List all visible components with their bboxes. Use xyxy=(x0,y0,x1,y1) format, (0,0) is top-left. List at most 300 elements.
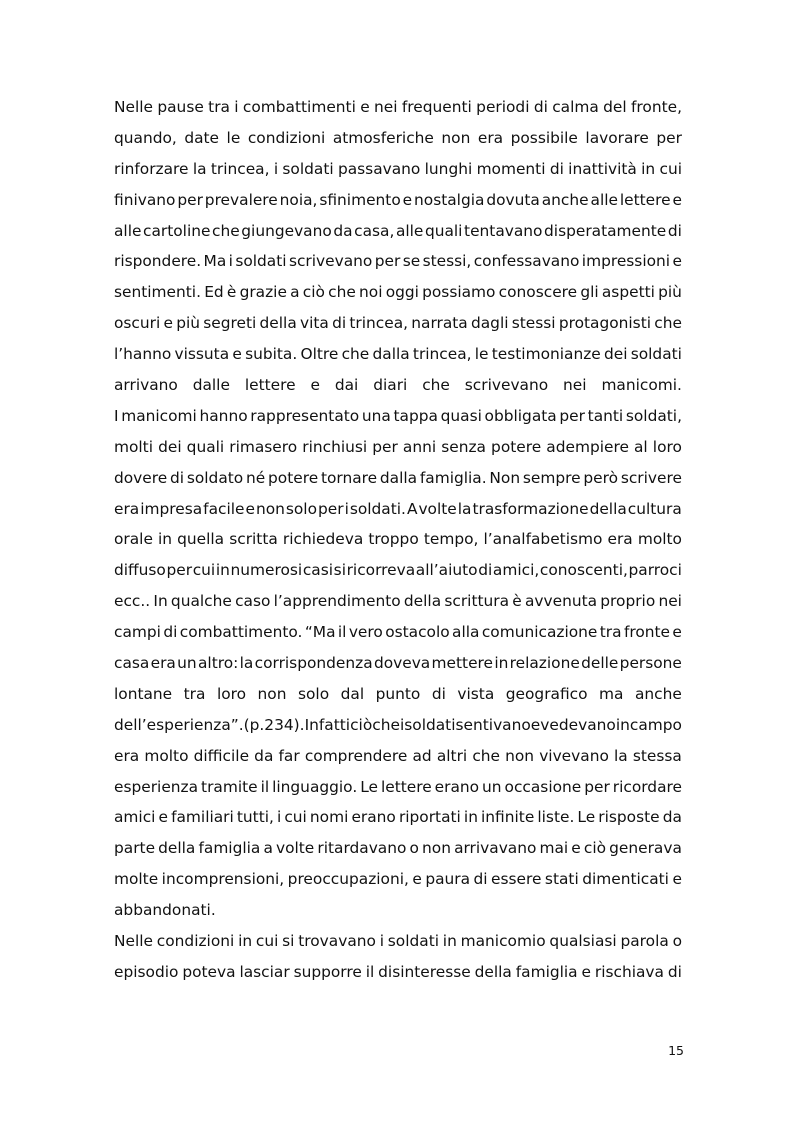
word: nei xyxy=(374,98,398,116)
word: casa xyxy=(114,654,150,673)
word: protagonisti xyxy=(558,314,651,333)
word: orale xyxy=(114,530,153,549)
text-line xyxy=(114,802,682,833)
word: calma xyxy=(552,98,599,116)
word: Oltre xyxy=(300,345,339,364)
word: richiedeva xyxy=(282,530,364,549)
word: corrispondenza xyxy=(254,654,373,673)
word: se xyxy=(402,252,421,271)
text-line xyxy=(114,277,682,308)
word: non xyxy=(257,684,287,703)
word: famiglia xyxy=(515,962,578,981)
word: che xyxy=(654,314,682,333)
word: occasione xyxy=(504,777,582,796)
word: difficile xyxy=(193,746,250,765)
word: la xyxy=(613,746,628,765)
word: solo xyxy=(297,684,330,703)
word: e xyxy=(232,345,242,364)
word: di xyxy=(667,962,682,981)
word: nei xyxy=(658,592,682,611)
word: dagli xyxy=(470,314,509,333)
text-line xyxy=(114,957,682,988)
word: abbandonati. xyxy=(114,901,216,920)
word: arrivano xyxy=(114,376,178,395)
word: amici xyxy=(114,808,156,827)
word: non xyxy=(505,746,535,765)
word: frequenti xyxy=(401,98,472,116)
text-line xyxy=(114,123,682,154)
word: era xyxy=(114,746,140,765)
word: ciò xyxy=(583,839,607,858)
word: di xyxy=(667,221,682,240)
word: relazione xyxy=(509,654,580,673)
word: soldati. xyxy=(349,499,406,518)
word: condizioni xyxy=(156,932,235,951)
word: a xyxy=(263,839,273,858)
word: noia, xyxy=(279,190,318,209)
word: oggi xyxy=(385,283,419,302)
word: per xyxy=(372,437,398,456)
word: diari xyxy=(373,376,408,395)
word: trincea, xyxy=(412,345,472,364)
word: nomi xyxy=(309,808,349,827)
word: e xyxy=(360,98,370,116)
word: doveva xyxy=(373,654,431,673)
word: era xyxy=(477,128,504,147)
word: senza xyxy=(441,437,486,456)
word: ecc.. xyxy=(114,592,151,611)
word: che xyxy=(212,221,240,240)
word: trincea, xyxy=(349,314,409,333)
word: anni xyxy=(402,437,437,456)
text-line xyxy=(114,463,682,494)
word: poteva xyxy=(182,962,236,981)
word: in xyxy=(442,932,457,951)
word: soldati xyxy=(235,252,287,271)
word: I xyxy=(114,406,119,425)
word: vista xyxy=(457,684,495,703)
word: casi xyxy=(302,561,334,580)
word: narrata xyxy=(411,314,468,333)
word: parola xyxy=(620,932,669,951)
word: loro xyxy=(652,437,682,456)
word: tramite xyxy=(201,777,258,796)
word: loro xyxy=(216,684,247,703)
word: si xyxy=(333,561,346,580)
word: confessavano xyxy=(473,252,580,271)
word: grazie xyxy=(239,283,287,302)
word: disinteresse xyxy=(378,962,471,981)
text-line xyxy=(114,833,682,864)
word: finivano xyxy=(114,190,176,209)
word: in xyxy=(494,654,509,673)
word: segreti xyxy=(203,314,257,333)
word: preoccupazioni, xyxy=(287,870,409,889)
word: tra xyxy=(599,623,622,642)
word: è xyxy=(226,283,237,302)
word: o xyxy=(409,839,419,858)
word: passavano xyxy=(337,159,421,178)
word: in xyxy=(215,561,230,580)
word: lettere xyxy=(380,777,432,796)
word: dei xyxy=(158,437,182,456)
word: vedevano xyxy=(540,715,616,734)
word: nei xyxy=(563,376,587,395)
word: Ed xyxy=(204,283,224,302)
word: soldati, xyxy=(625,406,682,425)
word: i xyxy=(276,808,282,827)
word: Le xyxy=(360,777,378,796)
word: e xyxy=(163,314,173,333)
text-line xyxy=(114,741,682,772)
word: famiglia. xyxy=(419,468,487,487)
word: qualsiasi xyxy=(549,932,617,951)
word: ciò xyxy=(350,715,373,734)
word: dal xyxy=(340,684,365,703)
word: caso xyxy=(235,592,271,611)
word: trovavano xyxy=(298,932,376,951)
word: che xyxy=(472,746,500,765)
word: i xyxy=(234,98,239,116)
word: i xyxy=(379,932,384,951)
word: volte xyxy=(275,839,315,858)
text-line xyxy=(114,216,682,247)
word: per xyxy=(318,499,344,518)
word: dalla xyxy=(379,468,418,487)
word: che xyxy=(341,345,370,364)
word: paura xyxy=(425,870,471,889)
word: e xyxy=(158,808,168,827)
word: quella xyxy=(177,530,225,549)
word: da xyxy=(254,746,274,765)
word: i xyxy=(273,159,279,178)
word: però xyxy=(583,468,619,487)
word: numerosi xyxy=(230,561,303,580)
word: alle xyxy=(114,221,142,240)
word: soldati xyxy=(387,932,440,951)
text-line xyxy=(114,524,682,555)
word: da xyxy=(662,808,682,827)
word: sentimenti. xyxy=(114,283,201,302)
word: alla xyxy=(452,623,480,642)
word: manicomi. xyxy=(601,376,682,395)
word: lunghi xyxy=(424,159,473,178)
word: che xyxy=(328,283,356,302)
word: vivevano xyxy=(539,746,609,765)
word: e xyxy=(672,870,682,889)
word: è xyxy=(512,592,522,611)
word: cultura xyxy=(627,499,682,518)
word: più xyxy=(658,283,682,302)
word: conoscere xyxy=(498,283,578,302)
word: Nelle xyxy=(114,932,154,951)
word: scrivere xyxy=(620,468,682,487)
word: era xyxy=(607,530,633,549)
text-line xyxy=(114,555,682,586)
word: per xyxy=(374,252,401,271)
word: familiari xyxy=(171,808,234,827)
body-text xyxy=(114,92,682,988)
word: scrivevano xyxy=(288,252,373,271)
word: periodi xyxy=(476,98,530,116)
word: e xyxy=(672,623,682,642)
word: rispondere. xyxy=(114,252,202,271)
word: fronte, xyxy=(631,98,682,116)
word: al xyxy=(634,437,648,456)
word: giungevano xyxy=(241,221,332,240)
word: non xyxy=(422,839,451,858)
word: della xyxy=(158,839,196,858)
word: i xyxy=(344,499,349,518)
word: scrivevano xyxy=(464,376,549,395)
word: all’aiuto xyxy=(415,561,478,580)
word: non xyxy=(255,499,285,518)
word: si xyxy=(282,932,295,951)
word: né xyxy=(246,468,266,487)
word: sentivano xyxy=(455,715,531,734)
word: impressioni xyxy=(581,252,671,271)
word: potere xyxy=(491,437,542,456)
word: comprendere xyxy=(304,746,408,765)
word: molte xyxy=(114,870,159,889)
word: e xyxy=(310,376,320,395)
word: cartoline xyxy=(143,221,211,240)
word: manicomio xyxy=(460,932,546,951)
word: inattività xyxy=(568,159,637,178)
word: riportati xyxy=(398,808,461,827)
word: era xyxy=(150,654,176,673)
word: o xyxy=(672,932,682,951)
word: lettere xyxy=(244,376,296,395)
word: di xyxy=(431,684,446,703)
word: impresa xyxy=(140,499,203,518)
text-line xyxy=(114,710,682,741)
word: molto xyxy=(144,746,189,765)
word: e xyxy=(672,252,682,271)
word: più xyxy=(176,314,201,333)
word: il xyxy=(365,962,375,981)
word: e xyxy=(402,190,413,209)
word: persone xyxy=(619,654,682,673)
word: far xyxy=(278,746,300,765)
word: mai xyxy=(539,839,569,858)
word: ma xyxy=(599,684,624,703)
word: noi xyxy=(359,283,383,302)
word: disperatamente xyxy=(544,221,667,240)
word: stessi xyxy=(511,314,556,333)
word: conoscenti, xyxy=(539,561,628,580)
word: “Ma xyxy=(304,623,336,642)
word: manicomi xyxy=(121,406,197,425)
word: possiamo xyxy=(422,283,496,302)
word: per xyxy=(656,128,682,147)
word: potere xyxy=(268,468,319,487)
word: ricorreva xyxy=(346,561,416,580)
word: solo xyxy=(285,499,318,518)
text-line xyxy=(114,926,682,957)
word: dell’esperienza”.(p.234). xyxy=(114,715,305,734)
word: oscuri xyxy=(114,314,161,333)
word: altri xyxy=(436,746,468,765)
word: ciò xyxy=(302,283,325,302)
word: subita. xyxy=(245,345,298,364)
word: cui xyxy=(192,561,216,580)
word: supporre xyxy=(293,962,362,981)
word: vita xyxy=(300,314,329,333)
word: mettere xyxy=(431,654,494,673)
word: tra xyxy=(183,684,206,703)
word: campo xyxy=(629,715,682,734)
word: molto xyxy=(637,530,682,549)
word: soldati xyxy=(282,159,334,178)
word: gli xyxy=(580,283,599,302)
word: trasformazione xyxy=(472,499,589,518)
word: una xyxy=(361,406,391,425)
word: Infatti xyxy=(304,715,351,734)
word: tutti, xyxy=(236,808,274,827)
word: lontane xyxy=(114,684,173,703)
text-line xyxy=(114,246,682,277)
text-line xyxy=(114,586,682,617)
word: risposte xyxy=(598,808,660,827)
word: quando, xyxy=(114,128,177,147)
word: ricordare xyxy=(612,777,682,796)
word: ad xyxy=(412,746,432,765)
word: in xyxy=(641,159,656,178)
word: il xyxy=(260,777,270,796)
word: tornare xyxy=(320,468,378,487)
word: date xyxy=(184,128,220,147)
word: le xyxy=(226,128,241,147)
word: il xyxy=(337,623,347,642)
word: tappa xyxy=(393,406,438,425)
word: rischiava xyxy=(594,962,664,981)
word: anche xyxy=(541,190,589,209)
word: anche xyxy=(634,684,682,703)
word: campi xyxy=(114,623,161,642)
word: generava xyxy=(609,839,682,858)
word: e xyxy=(571,839,581,858)
word: di xyxy=(549,159,564,178)
word: cui xyxy=(659,159,682,178)
word: alle xyxy=(395,221,424,240)
word: stessi, xyxy=(422,252,472,271)
page-number: 15 xyxy=(668,1043,684,1058)
word: amici, xyxy=(492,561,540,580)
text-line xyxy=(114,772,682,803)
text-line xyxy=(114,864,682,895)
word: in xyxy=(158,530,173,549)
word: i xyxy=(399,715,405,734)
word: per xyxy=(166,561,193,580)
text-line xyxy=(114,895,682,926)
word: atmosferiche xyxy=(332,128,434,147)
word: erano xyxy=(434,777,480,796)
word: della xyxy=(259,314,297,333)
word: volte xyxy=(418,499,457,518)
word: Non xyxy=(489,468,521,487)
word: da xyxy=(333,221,353,240)
word: e xyxy=(412,870,422,889)
text-line xyxy=(114,648,682,679)
word: soldati xyxy=(630,345,682,364)
word: in xyxy=(238,932,253,951)
text-line xyxy=(114,154,682,185)
text-line xyxy=(114,494,682,525)
word: diffuso xyxy=(114,561,166,580)
word: possibile xyxy=(510,128,578,147)
word: le xyxy=(474,345,489,364)
word: altro: xyxy=(197,654,239,673)
word: la xyxy=(192,159,207,178)
word: incomprensioni, xyxy=(161,870,285,889)
text-line xyxy=(114,185,682,216)
word: l’analfabetismo xyxy=(483,530,603,549)
word: parte xyxy=(114,839,156,858)
word: di xyxy=(332,314,347,333)
word: lettere xyxy=(619,190,671,209)
word: tanti xyxy=(587,406,624,425)
word: episodio xyxy=(114,962,179,981)
word: di xyxy=(473,870,488,889)
word: quasi xyxy=(440,406,482,425)
word: erano xyxy=(351,808,396,827)
word: Ma xyxy=(203,252,227,271)
word: per xyxy=(177,190,203,209)
word: ritardavano xyxy=(317,839,407,858)
word: di xyxy=(163,623,178,642)
word: la xyxy=(239,654,254,673)
word: testimonianze xyxy=(491,345,601,364)
word: in xyxy=(463,808,478,827)
word: geografico xyxy=(505,684,588,703)
word: infinite xyxy=(481,808,535,827)
word: in xyxy=(615,715,630,734)
word: combattimenti xyxy=(242,98,356,116)
word: tentavano xyxy=(464,221,543,240)
word: A xyxy=(406,499,418,518)
text-line xyxy=(114,339,682,370)
word: della xyxy=(474,962,512,981)
text-line xyxy=(114,308,682,339)
word: combattimento. xyxy=(179,623,303,642)
word: pause xyxy=(157,98,204,116)
word: scritta xyxy=(229,530,278,549)
word: l’apprendimento xyxy=(273,592,401,611)
word: dei xyxy=(603,345,628,364)
word: rimasero xyxy=(229,437,298,456)
word: rappresentato xyxy=(250,406,360,425)
word: dalla xyxy=(372,345,410,364)
word: della xyxy=(403,592,442,611)
word: ostacolo xyxy=(385,623,450,642)
word: e xyxy=(530,715,541,734)
word: di xyxy=(170,468,185,487)
word: vissuta xyxy=(174,345,230,364)
word: soldati xyxy=(404,715,456,734)
word: a xyxy=(290,283,300,302)
word: sfinimento xyxy=(319,190,401,209)
word: un xyxy=(482,777,502,796)
word: parroci xyxy=(628,561,682,580)
word: che xyxy=(422,376,450,395)
word: trincea, xyxy=(210,159,270,178)
word: della xyxy=(589,499,627,518)
word: era xyxy=(114,499,140,518)
word: adempiere xyxy=(546,437,629,456)
word: soldato xyxy=(186,468,244,487)
word: lavorare xyxy=(585,128,649,147)
